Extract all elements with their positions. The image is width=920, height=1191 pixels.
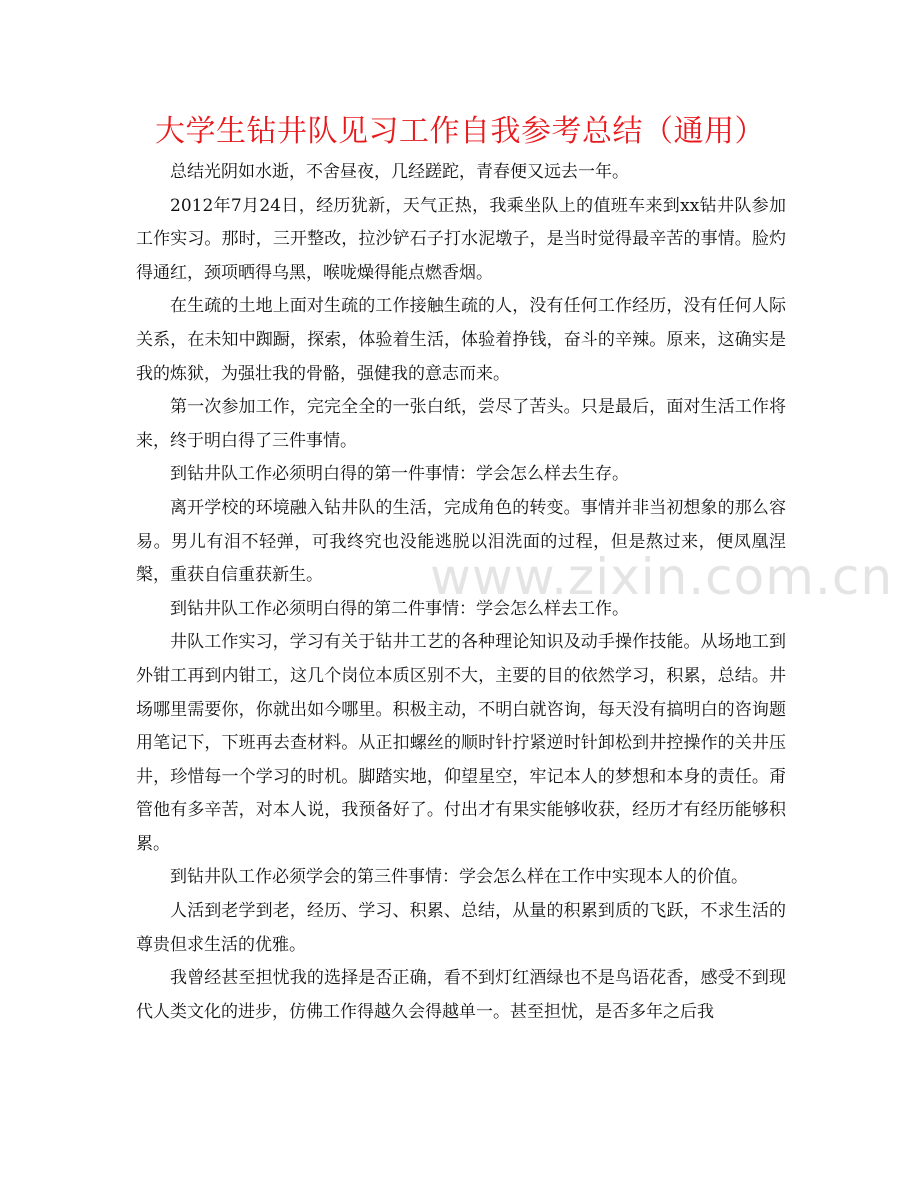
paragraph: 人活到老学到老，经历、学习、积累、总结，从量的积累到质的飞跃，不求生活的尊贵但求生活的优雅。	[136, 901, 786, 955]
paragraph: 到钻井队工作必须明白得的第一件事情：学会怎么样去生存。	[170, 464, 629, 485]
paragraph: 到钻井队工作必须学会的第三件事情：学会怎么样在工作中实现本人的价值。	[170, 867, 748, 888]
paragraph: 我曾经甚至担忧我的选择是否正确，看不到灯红酒绿也不是鸟语花香，感受不到现代人类文化的进步，仿佛工作得越久会得越单一。甚至担忧，是否多年之后我	[136, 968, 786, 1022]
document-body	[136, 156, 786, 1029]
paragraph: 总结光阴如水逝，不舍昼夜，几经蹉跎，青春便又远去一年。	[170, 162, 629, 182]
paragraph: 井队工作实习，学习有关于钻井工艺的各种理论知识及动手操作技能。从场地工到外钳工再到内钳工，这几个岗位本质区别不大，主要的目的依然学习，积累，总结。井场哪里需要你，你就出如今哪里。积极主动，不明白就咨询，每天没有搞明白的咨询题用笔记下，下班再去查材料。从正扣螺丝的顺时针拧紧逆时针卸松到井控操作的关井压井，珍惜每一个学习的时机。脚踏实地，仰望星空，牢记本人的梦想和本身的责任。甭管他有多辛苦，对本人说，我预备好了。付出才有果实能够收获，经历才有经历能够积累。	[136, 632, 786, 854]
paragraph: 2012年7月24日，经历犹新，天气正热，我乘坐队上的值班车来到xx钻井队参加工作实习。那时，三开整改，拉沙铲石子打水泥墩子，是当时觉得最辛苦的事情。脸灼得通红，颈项晒得乌黑，喉咙燥得能点燃香烟。	[136, 195, 786, 283]
watermark-text: www.zixin.com.cn	[430, 548, 894, 606]
paragraph: 离开学校的环境融入钻井队的生活，完成角色的转变。事情并非当初想象的那么容易。男儿有泪不轻弹，可我终究也没能逃脱以泪洗面的过程，但是熬过来，便凤凰涅槃，重获自信重获新生。	[136, 497, 786, 586]
document-title: 大学生钻井队见习工作自我参考总结（通用）	[155, 114, 765, 149]
paragraph: 第一次参加工作，完完全全的一张白纸，尝尽了苦头。只是最后，面对生活工作将来，终于明白得了三件事情。	[136, 397, 786, 451]
paragraph: 在生疏的土地上面对生疏的工作接触生疏的人，没有任何工作经历，没有任何人际关系，在未知中踟蹰，探索，体验着生活，体验着挣钱，奋斗的辛辣。原来，这确实是我的炼狱，为强壮我的骨骼，强健我的意志而来。	[136, 296, 786, 384]
paragraph: 到钻井队工作必须明白得的第二件事情：学会怎么样去工作。	[170, 598, 629, 619]
